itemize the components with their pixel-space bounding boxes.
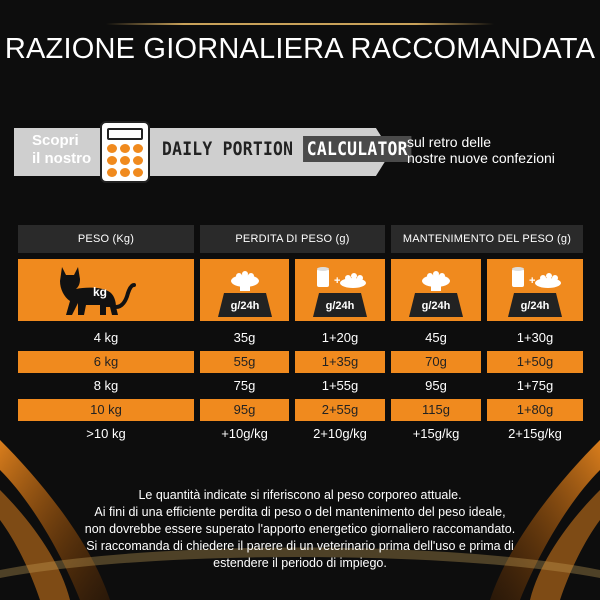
scale-unit-label: g/24h [520,300,550,312]
cell-loss-mixed: 1+35g [295,351,385,373]
header-weight-maintenance: MANTENIMENTO DEL PESO (g) [391,225,583,253]
mixed-food-scale-icon [305,263,375,319]
table-row [18,351,583,373]
cell-weight: >10 kg [86,426,126,441]
cell-maint-mixed: 1+75g [516,378,554,393]
footnote-line: Le quantità indicate si riferiscono al peso corporeo attuale. [138,488,462,502]
cell-loss-mixed: 1+55g [321,378,359,393]
footnote [20,487,580,572]
mixed-food-scale-icon [500,263,570,319]
mixed-food-cell-maintenance [487,259,583,321]
dry-food-cell-loss [200,259,289,321]
cell-maint-mixed: 1+30g [516,330,554,345]
cell-loss-mixed: 2+55g [295,399,385,421]
header-weight: PESO (Kg) [18,225,194,253]
banner-intro-line2: il nostro [32,150,92,167]
footnote-line: estendere il periodo di impiego. [213,556,387,570]
cell-loss-dry: 55g [200,351,289,373]
plus-sign: + [334,275,341,287]
footnote-line: Ai fini di una efficiente perdita di peso o del mantenimento del peso ideale, [94,505,506,519]
cell-maint-dry: 45g [425,330,447,345]
banner-note-line2: nostre nuove confezioni [407,150,555,166]
banner-note-line1: sul retro delle [407,134,492,150]
cat-kg-label: kg [93,285,108,299]
gold-divider [106,23,494,25]
cell-maint-dry: 115g [391,399,481,421]
table-row [18,375,583,397]
cell-weight: 8 kg [93,378,119,393]
dry-food-scale-icon [210,263,280,319]
footnote-line: Si raccomanda di chiedere il parere di un veterinario prima dell'uso e prima di [86,539,514,553]
scale-unit-label: g/24h [325,300,355,312]
header-weight-loss: PERDITA DI PESO (g) [200,225,385,253]
cell-maint-dry: 70g [391,351,481,373]
dry-food-scale-icon [401,263,471,319]
table-row [18,399,583,421]
cell-loss-dry: 35g [233,330,256,345]
page-title: RAZIONE GIORNALIERA RACCOMANDATA [4,33,596,65]
scale-unit-label: g/24h [421,300,451,312]
banner-intro-line1: Scopri [32,132,79,149]
cell-loss-dry: +10g/kg [221,426,268,441]
banner-mid-part2: CALCULATOR [303,136,411,162]
table-icon-row [18,259,583,321]
scale-unit-label: g/24h [230,300,260,312]
cell-weight: 6 kg [18,351,194,373]
mixed-food-cell-loss [295,259,385,321]
table-row [18,327,583,349]
footnote-line: non dovrebbe essere superato l'apporto energetico giornaliero raccomandato. [84,522,516,536]
cell-loss-dry: 75g [233,378,256,393]
daily-portion-calculator-label [162,138,411,160]
cell-loss-mixed: 1+20g [321,330,359,345]
cell-weight: 4 kg [93,330,119,345]
cell-loss-mixed: 2+10g/kg [313,426,367,441]
cell-maint-dry: +15g/kg [412,426,460,441]
calculator-icon [100,121,150,183]
cell-loss-dry: 95g [200,399,289,421]
cell-maint-dry: 95g [425,378,447,393]
cell-maint-mixed: 1+50g [487,351,583,373]
table-header [18,225,583,253]
plus-sign: + [529,275,536,287]
calculator-banner [14,124,590,184]
cell-weight: 10 kg [18,399,194,421]
banner-mid-part1: DAILY PORTION [162,138,294,160]
cell-maint-mixed: 1+80g [487,399,583,421]
banner-note [407,134,597,166]
cell-maint-mixed: 2+15g/kg [508,426,562,441]
dry-food-cell-maintenance [391,259,481,321]
cat-cell [18,259,194,321]
